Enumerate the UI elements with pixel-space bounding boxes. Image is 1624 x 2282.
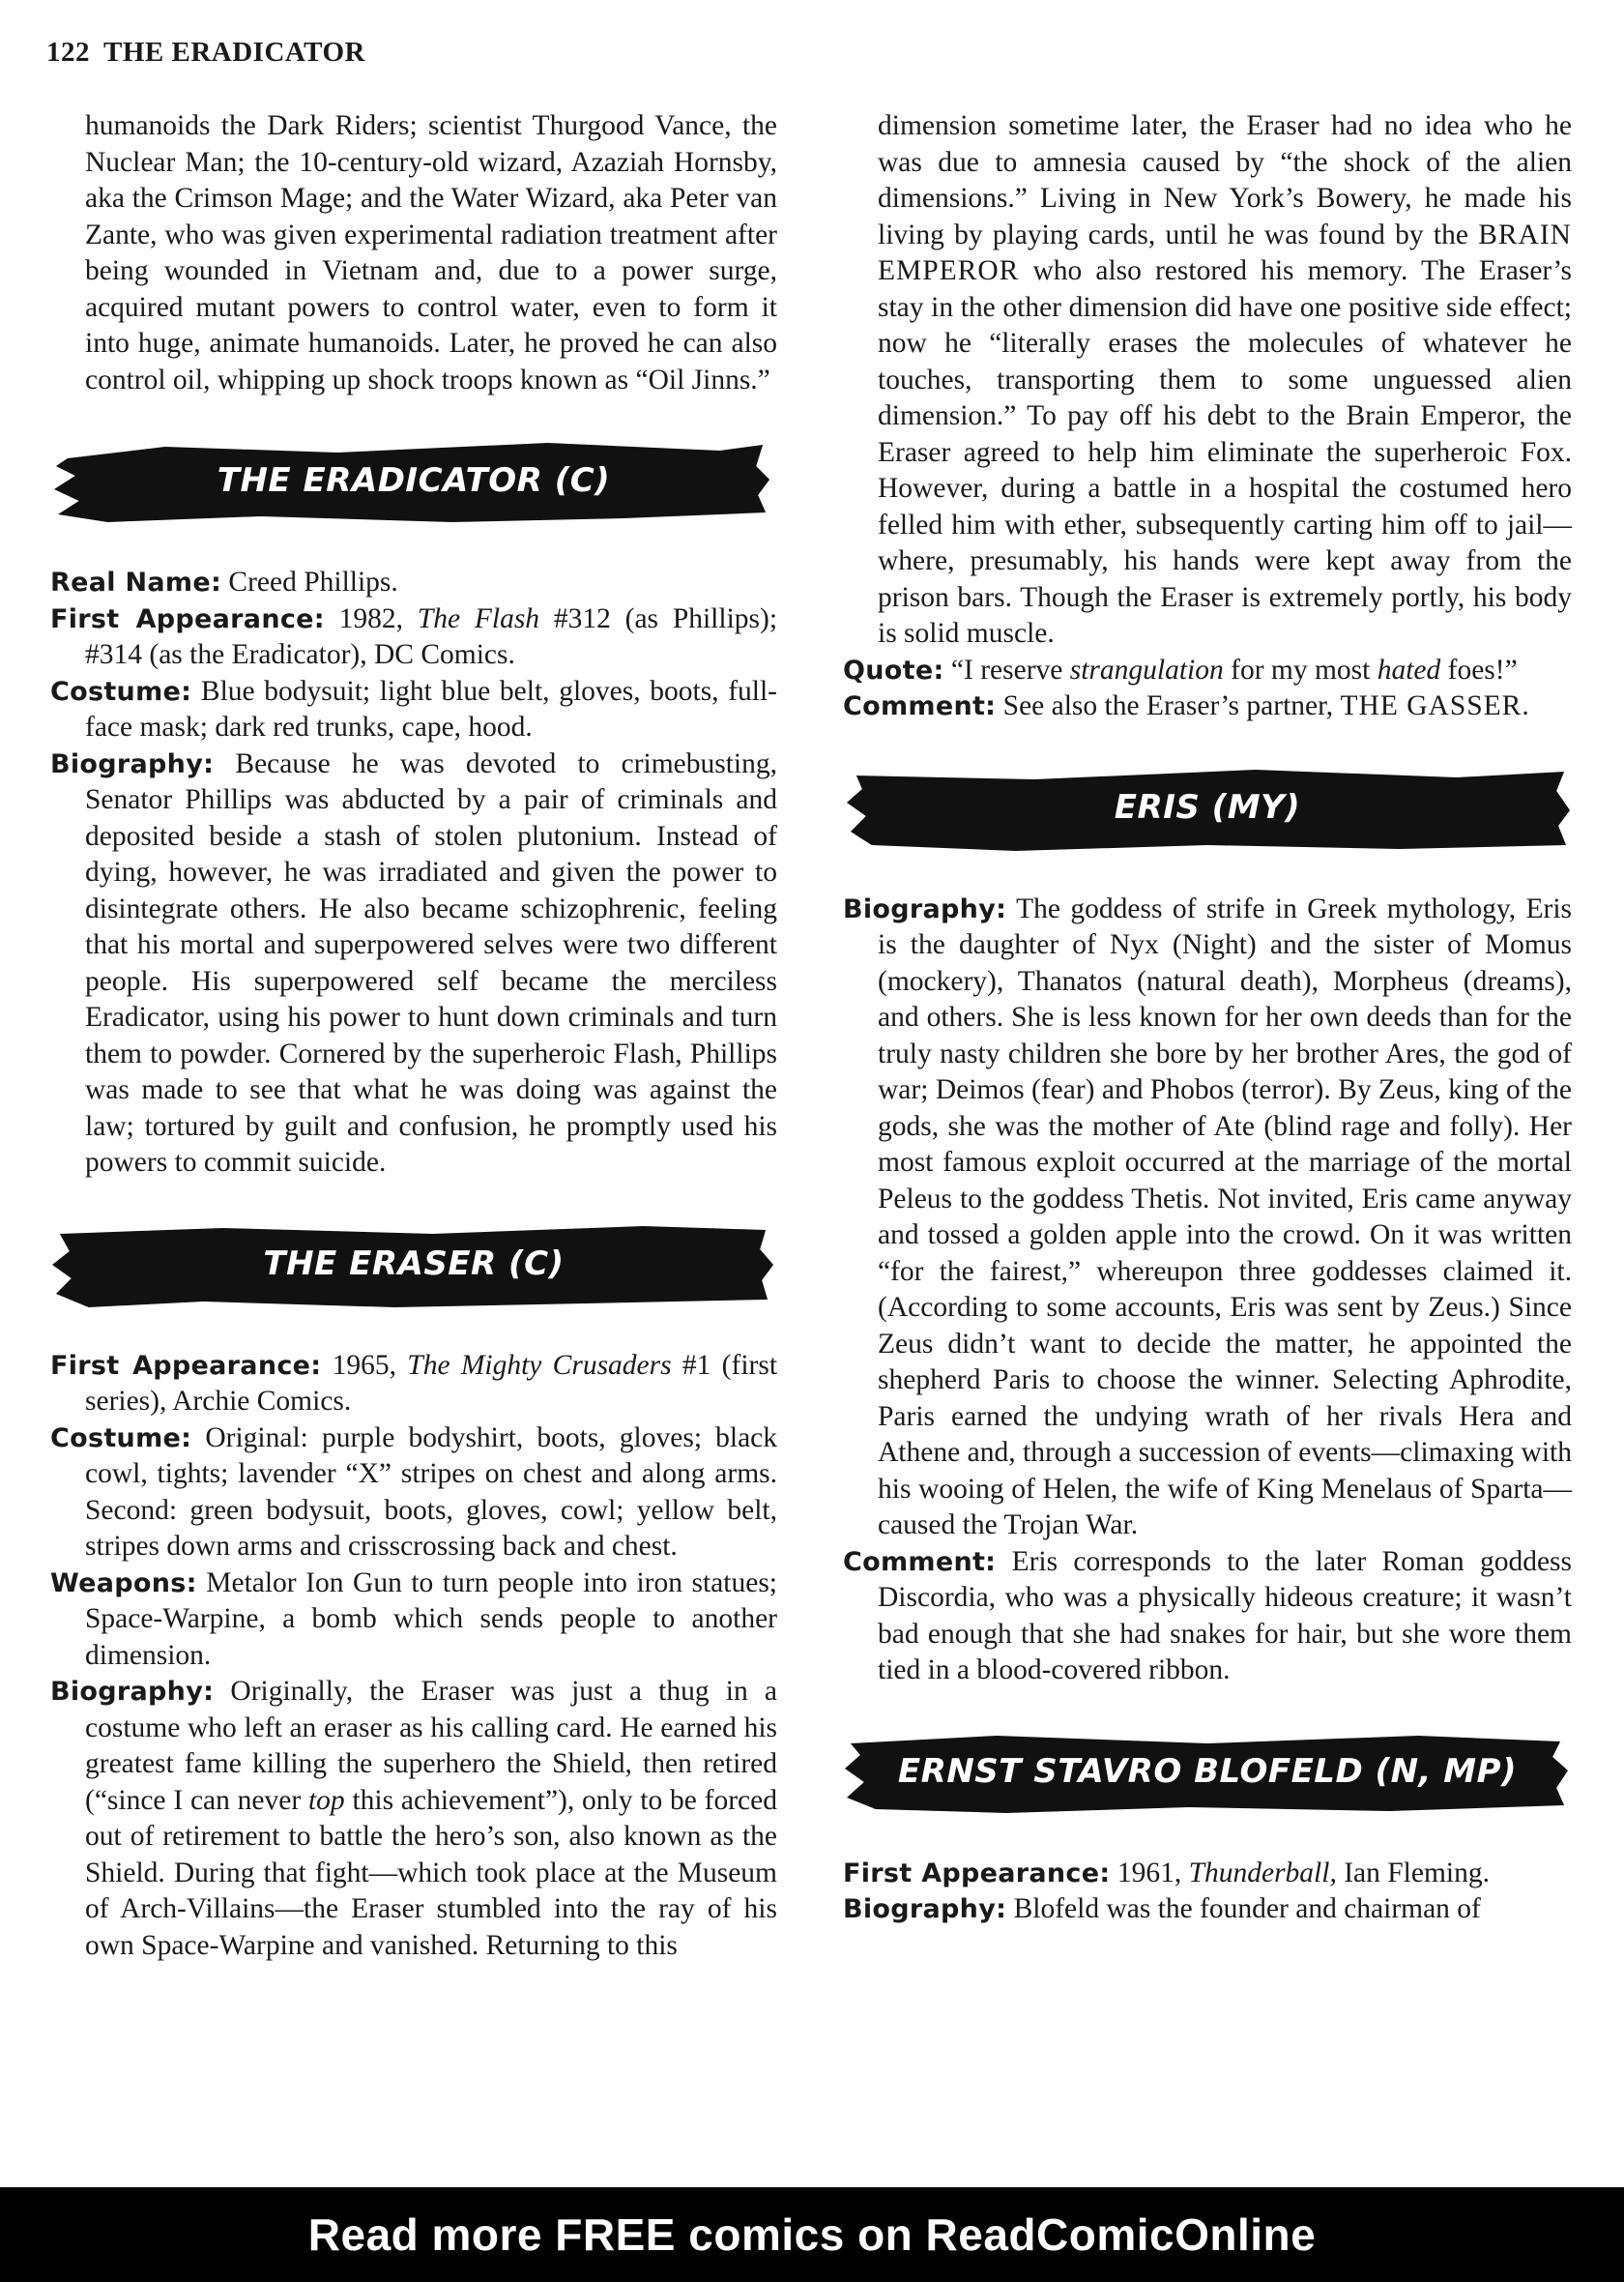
section-title: ERIS (MY): [1114, 787, 1301, 827]
cross-reference: THE GASSER.: [1340, 690, 1530, 721]
field-label: Biography:: [843, 893, 1007, 924]
entry-biography: [50, 1674, 777, 1964]
entry-comment: [843, 1544, 1572, 1689]
field-label: Real Name:: [50, 568, 222, 598]
entry-weapons: [50, 1565, 777, 1675]
field-value: Metalor Ion Gun to turn people into iron statues; Space-Warpine, a bomb which sends people to another dimension.: [85, 1566, 777, 1671]
entry-biography: [50, 746, 777, 1182]
field-value: The goddess of strife in Greek mythology, Eris is the daughter of Nyx (Night) and the sister of Momus (mockery), Thanatos (natural death), Morpheus (dreams), and others. She is less known for her own deeds than for the truly nasty children she bore by her brother Ares, the god of war; Deimos (fear) and Phobos (terror). By Zeus, king of the gods, she was the mother of Ate (blind rage and folly). Her most famous exploit occurred at the marriage of the mortal Peleus to the goddess Thetis. Not invited, Eris came anyway and tossed a golden apple into the crowd. On it was written “for the fairest,” whereupon three goddesses claimed it. (According to some accounts, Eris was sent by Zeus.) Since Zeus didn’t want to decide the matter, he appointed the shepherd Paris to choose the winner. Selecting Aphrodite, Paris earned the undying wrath of her rivals Hera and Athene and, through a succession of events—climaxing with his wooing of Helen, the wife of King Menelaus of Sparta—caused the Trojan War.: [878, 892, 1573, 1540]
field-label: First Appearance:: [50, 1350, 322, 1381]
field-value: this achievement”), only to be forced out of retirement to battle the hero’s son, also known as the Shield. During that fight—which took place at the Museum of Arch-Villains—the Eraser stumbled into the ray of his own Space-Warpine and vanished. Returning to this: [85, 1784, 777, 1961]
emphasis: strangulation: [1069, 654, 1224, 686]
field-value: foes!”: [1447, 654, 1518, 686]
section-title: THE ERASER (C): [263, 1243, 565, 1283]
field-label: First Appearance:: [50, 603, 325, 634]
field-value: Originally, the Eraser was just a thug in a costume who left an eraser as his calling card. He earned his greatest fame killing the superhero the Shield, then retired (“since I can never: [85, 1676, 778, 1816]
section-title: ERNST STAVRO BLOFELD (N, MP): [897, 1751, 1518, 1791]
entry-costume: [50, 674, 777, 746]
entry-comment: [843, 688, 1572, 725]
field-value: who also restored his memory. The Eraser’s stay in the other dimension did have one positive side effect; now he “literally erases the molecules of whatever he touches, transporting them to some unguessed alien dimension.” To pay off his debt to the Brain Emperor, the Eraser agreed to help him eliminate the superheroic Fox. However, during a battle in a hospital the costumed hero felled him with ether, subsequently carting him off to jail—where, presumably, his hands were kept away from the prison bars. Though the Eraser is extremely portly, his body is solid muscle.: [878, 255, 1573, 649]
field-value: Eris corresponds to the later Roman goddess Discordia, who was a physically hideous creature; it wasn’t bad enough that she had snakes for hair, but she wore them tied in a blood-covered ribbon.: [878, 1545, 1573, 1685]
section-title: THE ERADICATOR (C): [217, 461, 611, 501]
cross-reference: BRAIN EMPEROR: [878, 219, 1572, 286]
entry-biography: [843, 1891, 1572, 1928]
publication-title: The Mighty Crusaders: [407, 1349, 672, 1381]
field-label: Quote:: [843, 655, 944, 686]
field-value: Blofeld was the founder and chairman of: [1013, 1893, 1481, 1924]
running-title: THE ERADICATOR: [103, 37, 366, 68]
field-label: Costume:: [50, 676, 192, 707]
publication-title: The Flash: [417, 602, 540, 634]
entry-biography: [843, 892, 1572, 1544]
emphasis: hated: [1377, 654, 1441, 686]
field-value: Because he was devoted to crimebusting, Senator Phillips was abducted by a pair of criminals and deposited beside a stash of stolen plutonium. Instead of dying, however, he was irradiated and given the power to disintegrate others. He also became schizophrenic, feeling that his mortal and superpowered selves were two different people. His superpowered self became the merciless Eradicator, using his power to hunt down criminals and turn them to powder. Cornered by the superheroic Flash, Phillips was made to see that what he was doing was against the law; tortured by guilt and confusion, he promptly used his powers to commit suicide.: [85, 747, 778, 1178]
entry-real-name: [50, 565, 777, 601]
left-column: [50, 108, 777, 1964]
page-number: 122: [46, 37, 90, 68]
field-label: Comment:: [843, 1546, 997, 1577]
field-value: dimension sometime later, the Eraser had no idea who he was due to amnesia caused by “the shock of the alien dimensions.” Living in New York’s Bowery, he made his living by playing cards, until he was found by the: [878, 110, 1572, 250]
field-label: Costume:: [50, 1422, 192, 1453]
field-value: 1965,: [332, 1349, 397, 1381]
field-value: Creed Phillips.: [228, 567, 398, 598]
entry-first-appearance: [50, 1348, 777, 1420]
section-banner-blofeld: [843, 1728, 1572, 1817]
intro-paragraph: humanoids the Dark Riders; scientist Thurgood Vance, the Nuclear Man; the 10-century-old wizard, Azaziah Hornsby, aka the Crimson Mage; and the Water Wizard, aka Peter van Zante, who was given experimental radiation treatment after being wounded in Vietnam and, due to a power surge, acquired mutant powers to control water, even to form it into huge, animate humanoids. Later, he proved he can also control oil, whipping up shock troops known as “Oil Jinns.”: [85, 110, 777, 395]
field-value: See also the Eraser’s partner,: [1002, 690, 1334, 721]
entry-costume: [50, 1420, 777, 1565]
field-label: Comment:: [843, 691, 997, 721]
eraser-biography-continued: [843, 108, 1572, 653]
section-banner-eraser: [50, 1220, 777, 1309]
right-column: [843, 108, 1572, 1928]
field-value: Blue bodysuit; light blue belt, gloves, boots, full-face mask; dark red trunks, cape, hood.: [85, 675, 778, 743]
publication-title: Thunderball,: [1188, 1857, 1337, 1888]
field-value: “I reserve: [950, 654, 1063, 686]
field-value: 1982,: [338, 602, 404, 634]
entry-quote: [843, 653, 1572, 689]
field-label: Biography:: [843, 1894, 1007, 1924]
section-banner-eris: [843, 764, 1572, 853]
field-value: Ian Fleming.: [1344, 1857, 1490, 1888]
field-value: #1 (first series), Archie Comics.: [85, 1349, 778, 1417]
section-banner-eradicator: [50, 437, 777, 526]
field-label: First Appearance:: [843, 1858, 1111, 1888]
entry-first-appearance: [843, 1856, 1572, 1892]
promo-footer-text[interactable]: Read more FREE comics on ReadComicOnline: [307, 2209, 1317, 2260]
entry-first-appearance: [50, 601, 777, 674]
emphasis: top: [307, 1784, 345, 1816]
field-label: Biography:: [50, 748, 215, 779]
field-value: 1961,: [1116, 1857, 1182, 1888]
running-header: [46, 37, 365, 69]
field-value: Original: purple bodyshirt, boots, gloves; black cowl, tights; lavender “X” stripes on chest and along arms. Second: green bodysuit, boots, gloves, cowl; yellow belt, stripes down arms and crisscrossing back and chest.: [85, 1421, 778, 1562]
field-value: for my most: [1231, 654, 1371, 686]
promo-footer-banner[interactable]: [0, 2187, 1624, 2282]
field-label: Weapons:: [50, 1567, 197, 1598]
field-label: Biography:: [50, 1677, 215, 1707]
field-value: #312 (as Phillips); #314 (as the Eradicator), DC Comics.: [85, 602, 778, 670]
